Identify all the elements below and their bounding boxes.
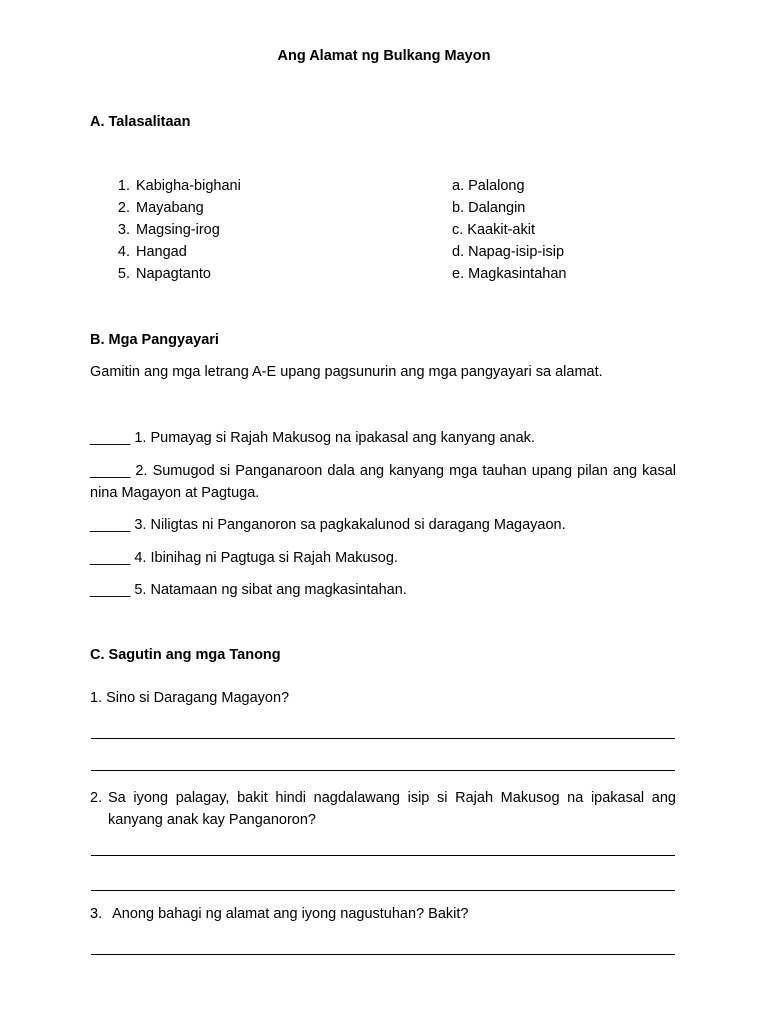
question-number: 3. bbox=[90, 906, 103, 922]
question-text: Anong bahagi ng alamat ang iyong nagustuhan? Bakit? bbox=[112, 906, 469, 922]
vocab-choice: d. Napag-isip-isip bbox=[452, 244, 565, 260]
vocab-number: 1. bbox=[117, 178, 130, 194]
vocab-choice: a. Palalong bbox=[452, 178, 525, 194]
question-text: Sino si Daragang Magayon? bbox=[106, 690, 290, 706]
vocab-number: 2. bbox=[117, 200, 130, 216]
vocab-number: 3. bbox=[117, 222, 130, 238]
event-item: _____ 3. Niligtas ni Panganoron sa pagkakalunod si daragang Magayaon. bbox=[90, 517, 566, 533]
event-item: _____ 2. Sumugod si Panganaroon dala ang kanyang mga tauhan upang pilan ang kasal nina Magayon at Pagtuga. bbox=[90, 463, 676, 501]
answer-line[interactable] bbox=[91, 770, 675, 771]
section-b-heading: B. Mga Pangyayari bbox=[90, 332, 219, 348]
question-item bbox=[90, 787, 676, 831]
answer-line[interactable] bbox=[91, 890, 675, 891]
section-a-heading: A. Talasalitaan bbox=[90, 114, 191, 130]
vocab-term: Mayabang bbox=[136, 200, 204, 216]
question-item bbox=[90, 690, 289, 706]
vocab-term: Kabigha-bighani bbox=[136, 178, 241, 194]
vocab-item bbox=[112, 244, 712, 266]
vocab-item bbox=[112, 222, 712, 244]
answer-line[interactable] bbox=[91, 954, 675, 955]
page-title: Ang Alamat ng Bulkang Mayon bbox=[277, 48, 491, 64]
section-c-heading: C. Sagutin ang mga Tanong bbox=[90, 647, 281, 663]
vocab-item bbox=[112, 266, 712, 288]
question-number: 1. bbox=[90, 690, 103, 706]
question-number: 2. bbox=[90, 790, 103, 806]
vocab-number: 5. bbox=[117, 266, 130, 282]
vocab-choice: c. Kaakit-akit bbox=[452, 222, 535, 238]
vocab-number: 4. bbox=[117, 244, 130, 260]
vocab-item bbox=[112, 178, 712, 200]
vocab-term: Magsing-irog bbox=[136, 222, 220, 238]
question-item bbox=[90, 906, 468, 922]
vocab-term: Napagtanto bbox=[136, 266, 211, 282]
vocab-choice: b. Dalangin bbox=[452, 200, 526, 216]
answer-line[interactable] bbox=[91, 738, 675, 739]
question-text: Sa iyong palagay, bakit hindi nagdalawang isip si Rajah Makusog na ipakasal ang kanyang anak kay Panganoron? bbox=[108, 790, 676, 828]
event-item: _____ 5. Natamaan ng sibat ang magkasintahan. bbox=[90, 582, 407, 598]
event-item: _____ 1. Pumayag si Rajah Makusog na ipakasal ang kanyang anak. bbox=[90, 430, 535, 446]
vocab-choice: e. Magkasintahan bbox=[452, 266, 567, 282]
section-b-instruction: Gamitin ang mga letrang A-E upang pagsunurin ang mga pangyayari sa alamat. bbox=[90, 364, 603, 380]
answer-line[interactable] bbox=[91, 855, 675, 856]
event-item: _____ 4. Ibinihag ni Pagtuga si Rajah Makusog. bbox=[90, 550, 398, 566]
vocab-term: Hangad bbox=[136, 244, 187, 260]
vocab-item bbox=[112, 200, 712, 222]
